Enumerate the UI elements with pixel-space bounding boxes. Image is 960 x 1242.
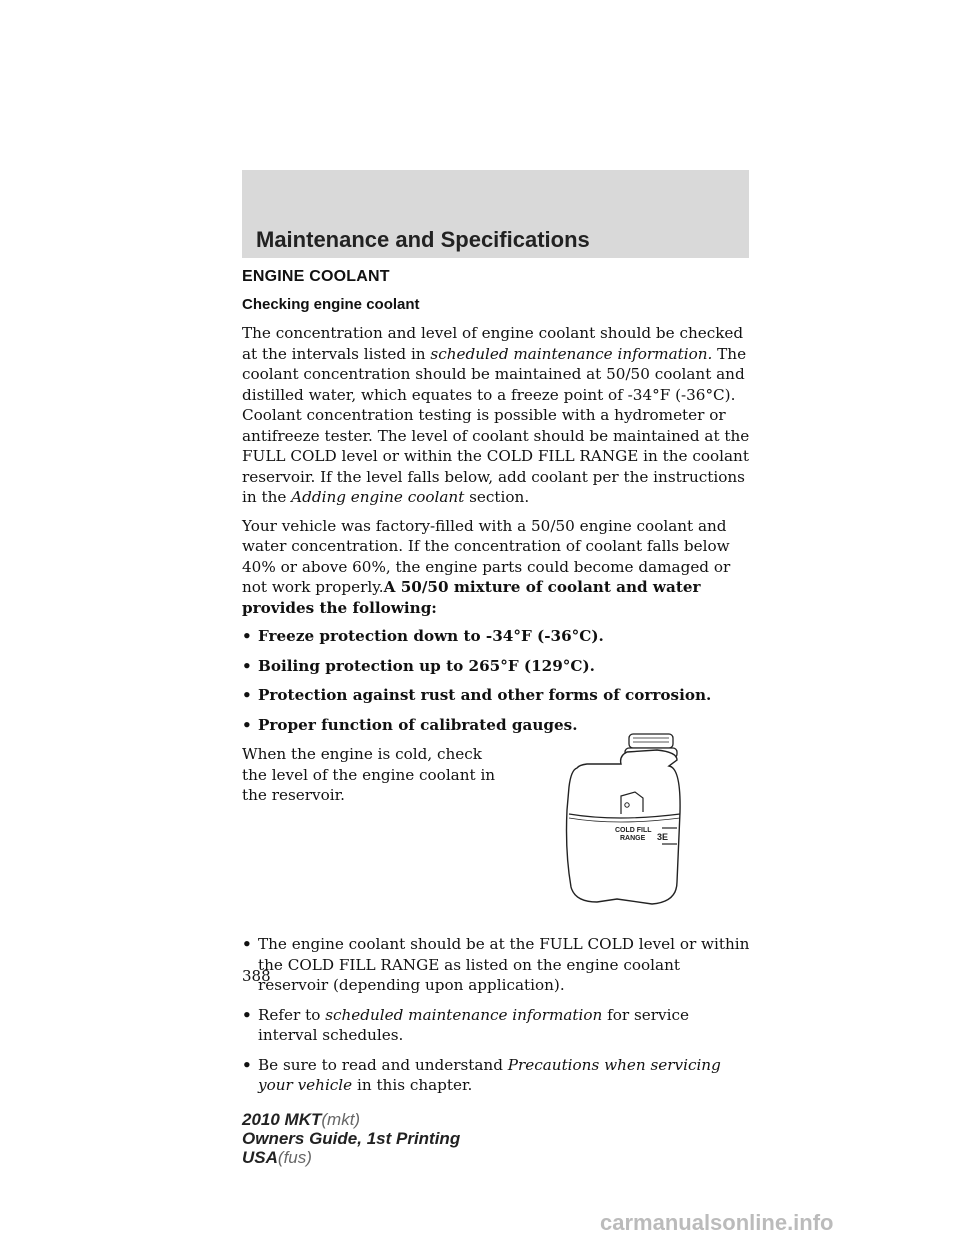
page-title: Maintenance and Specifications — [256, 227, 590, 252]
range-label: RANGE — [620, 835, 646, 842]
coolant-reservoir-illustration — [557, 732, 687, 907]
list-item: • Protection against rust and other forms of corrosion. — [242, 685, 752, 706]
list-item: • Be sure to read and understand Precautions when servicing your vehicle in this chapter. — [242, 1055, 752, 1096]
list-item: • The engine coolant should be at the FULL COLD level or within the COLD FILL RANGE as listed on the engine coolant reservoir (depending upon application). — [242, 934, 752, 996]
footer: 2010 MKT(mkt) Owners Guide, 1st Printing USA(fus) — [242, 1110, 461, 1167]
paragraph-coolant-intro: The concentration and level of engine coolant should be checked at the intervals listed in scheduled maintenance information. The coolant concentration should be maintained at 50/50 coolant and distilled water, which equates to a freeze point of -34°F (-36°C). Coolant concentration testing is possible with a hydrometer or antifreeze tester. The level of coolant should be maintained at the FULL COLD level or within the COLD FILL RANGE in the coolant reservoir. If the level falls below, add coolant per the instructions in the Adding engine coolant section. — [242, 324, 750, 506]
section-heading: ENGINE COOLANT — [242, 268, 390, 285]
page-number: 388 — [242, 967, 271, 985]
cold-check-row — [242, 744, 752, 934]
protection-list — [242, 626, 752, 735]
list-item: • Refer to scheduled maintenance information for service interval schedules. — [242, 1005, 752, 1046]
link-scheduled-maintenance: scheduled maintenance information. — [430, 344, 713, 363]
cold-fill-label: COLD FILL — [615, 827, 652, 834]
notes-list — [242, 934, 752, 1096]
main-content — [242, 268, 752, 1105]
watermark: carmanualsonline.info — [600, 1210, 834, 1235]
paragraph-factory-fill: Your vehicle was factory-filled with a 50/50 engine coolant and water concentration. If the concentration of coolant falls below 40% or above 60%, the engine parts could become damaged or not work properly.A 50/50 mixture of coolant and water provides the following: — [242, 516, 731, 617]
list-item: • Boiling protection up to 265°F (129°C). — [242, 656, 752, 677]
list-item: • Freeze protection down to -34°F (-36°C). — [242, 626, 752, 647]
list-item: • Proper function of calibrated gauges. — [242, 715, 752, 736]
cold-check-text: When the engine is cold, check the level of the engine coolant in the reservoir. — [242, 745, 496, 804]
svg-text:3E: 3E — [657, 832, 669, 842]
link-adding-coolant: Adding engine coolant — [291, 488, 465, 506]
sub-heading: Checking engine coolant — [242, 296, 420, 313]
